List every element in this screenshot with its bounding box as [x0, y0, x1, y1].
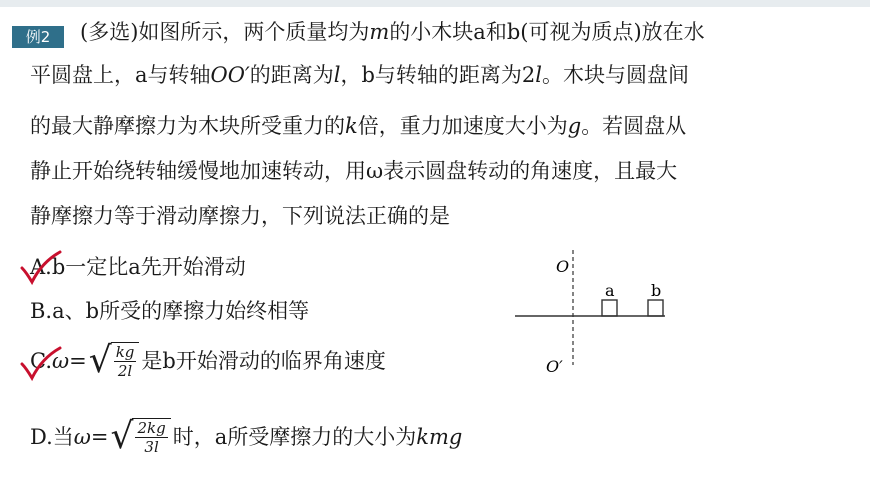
label-o: O	[556, 257, 570, 276]
option-c[interactable]: C. ω = √ $\frac{kg}{2l}$ 是b开始滑动的临界角速度	[30, 340, 386, 381]
label-b: b	[651, 281, 662, 300]
label-o-prime: O′	[546, 357, 563, 376]
question-line-4: 静止开始绕转轴缓慢地加速转动，用ω表示圆盘转动的角速度，且最大	[30, 159, 678, 183]
check-mark-icon	[18, 250, 62, 286]
question-line-1: (多选)如图所示，两个质量均为m的小木块a和b(可视为质点)放在水	[80, 20, 705, 44]
top-bar	[0, 0, 870, 7]
example-badge: 例2	[12, 26, 64, 48]
sqrt-expression: √ $\frac{2kg}{3l}$	[111, 418, 171, 456]
option-d[interactable]: D.当 ω = √ $\frac{2kg}{3l}$ 时，a所受摩擦力的大小为 kmg	[30, 416, 463, 457]
check-mark-icon	[18, 346, 62, 382]
question-line-2: 平圆盘上，a与转轴OO′的距离为l，b与转轴的距离为2l。木块与圆盘间	[30, 63, 689, 87]
question-line-5: 静摩擦力等于滑动摩擦力，下列说法正确的是	[30, 204, 450, 228]
option-b[interactable]: B.a、b所受的摩擦力始终相等	[30, 299, 310, 323]
sqrt-expression: √ $\frac{kg}{2l}$	[89, 342, 140, 380]
disk-figure	[510, 250, 690, 380]
block-b	[648, 300, 663, 316]
question-line-3: 的最大静摩擦力为木块所受重力的k倍，重力加速度大小为g。若圆盘从	[30, 114, 687, 138]
option-a[interactable]: A.b一定比a先开始滑动	[30, 255, 246, 279]
label-a: a	[605, 281, 615, 300]
block-a	[602, 300, 617, 316]
